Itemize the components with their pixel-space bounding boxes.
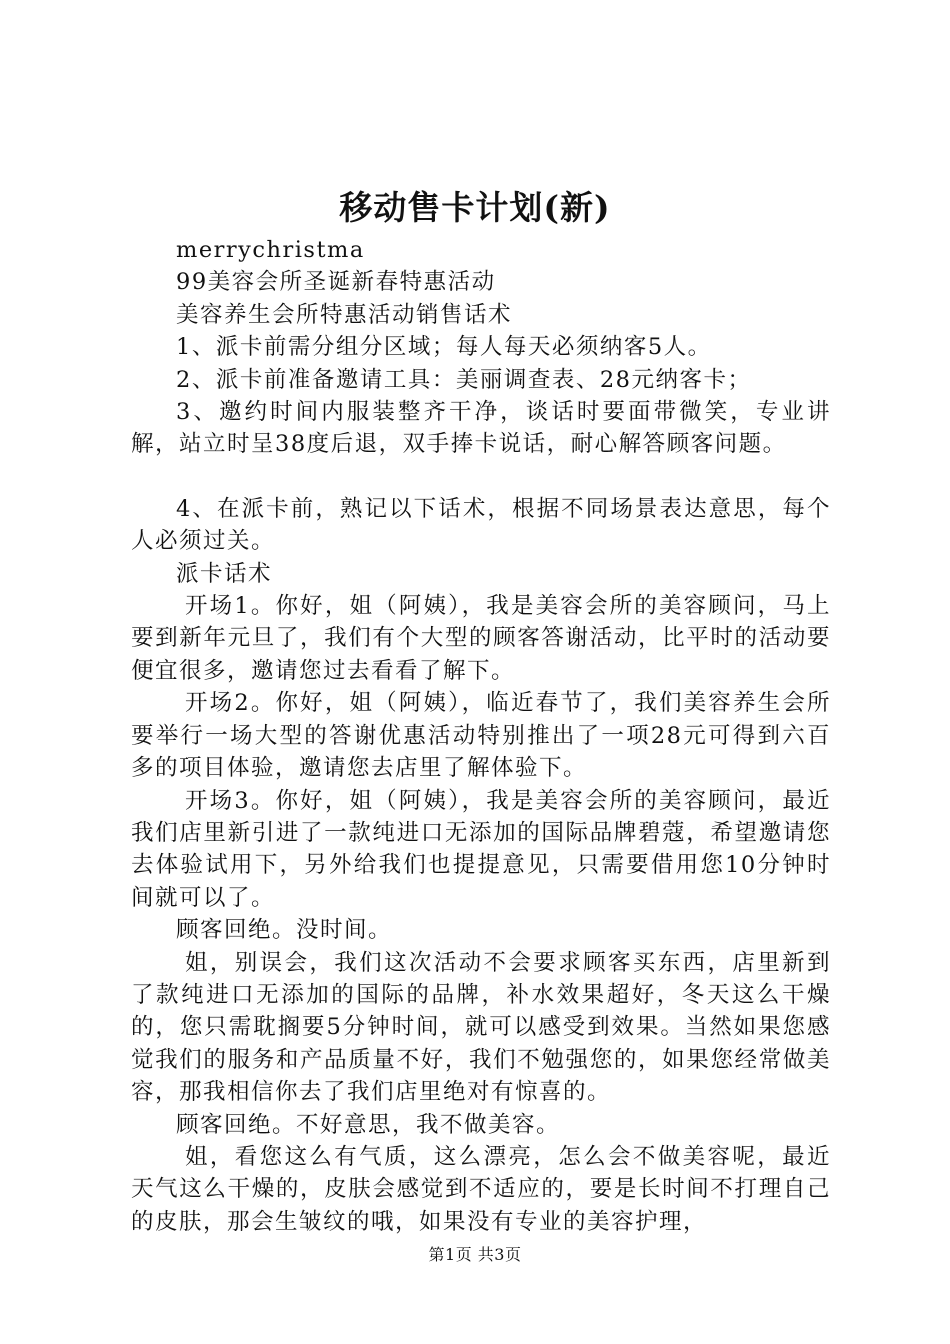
paragraph-opening-2: 开场2。你好，姐（阿姨），临近春节了，我们美容养生会所要举行一场大型的答谢优惠活动特别推出了一项28元可得到六百多的项目体验，邀请您去店里了解体验下。 bbox=[131, 690, 831, 782]
paragraph-objection-no-time: 顾客回绝。没时间。 bbox=[176, 917, 393, 944]
paragraph-rule-3: 3、邀约时间内服装整齐干净，谈话时要面带微笑，专业讲解，站立时呈38度后退，双手捧卡说话，耐心解答顾客问题。 bbox=[131, 399, 831, 458]
paragraph-rule-2: 2、派卡前准备邀请工具：美丽调查表、28元纳客卡； bbox=[176, 366, 752, 393]
paragraph-response-no-time: 姐，别误会，我们这次活动不会要求顾客买东西，店里新到了款纯进口无添加的国际的品牌，补水效果超好，冬天这么干燥的，您只需耽搁要5分钟时间，就可以感受到效果。当然如果您感觉我们的服务和产品质量不好，我们不勉强您的，如果您经常做美容，那我相信你去了我们店里绝对有惊喜的。 bbox=[131, 949, 831, 1106]
paragraph-section-heading: 派卡话术 bbox=[176, 560, 273, 587]
document-title: 移动售卡计划(新) bbox=[339, 188, 611, 227]
paragraph-event-name: 99美容会所圣诞新春特惠活动 bbox=[176, 269, 496, 296]
paragraph-greeting: merrychristma bbox=[176, 237, 365, 263]
page-number-footer: 第1页 共3页 bbox=[428, 1245, 522, 1264]
paragraph-objection-no-beauty: 顾客回绝。不好意思，我不做美容。 bbox=[176, 1111, 561, 1138]
paragraph-response-no-beauty: 姐，看您这么有气质，这么漂亮，怎么会不做美容呢，最近天气这么干燥的，皮肤会感觉到不适应的，要是长时间不打理自己的皮肤，那会生皱纹的哦，如果没有专业的美容护理， bbox=[131, 1143, 831, 1235]
paragraph-opening-3: 开场3。你好，姐（阿姨），我是美容会所的美容顾问，最近我们店里新引进了一款纯进口无添加的国际品牌碧蔻，希望邀请您去体验试用下，另外给我们也提提意见，只需要借用您10分钟时间就可以了。 bbox=[131, 787, 831, 911]
paragraph-rule-1: 1、派卡前需分组分区域；每人每天必须纳客5人。 bbox=[176, 334, 712, 361]
paragraph-subtitle: 美容养生会所特惠活动销售话术 bbox=[176, 301, 513, 328]
paragraph-rule-4: 4、在派卡前，熟记以下话术，根据不同场景表达意思，每个人必须过关。 bbox=[131, 495, 831, 555]
document-body bbox=[131, 234, 831, 1238]
paragraph-opening-1: 开场1。你好，姐（阿姨），我是美容会所的美容顾问，马上要到新年元旦了，我们有个大型的顾客答谢活动，比平时的活动要便宜很多，邀请您过去看看了解下。 bbox=[131, 593, 831, 684]
